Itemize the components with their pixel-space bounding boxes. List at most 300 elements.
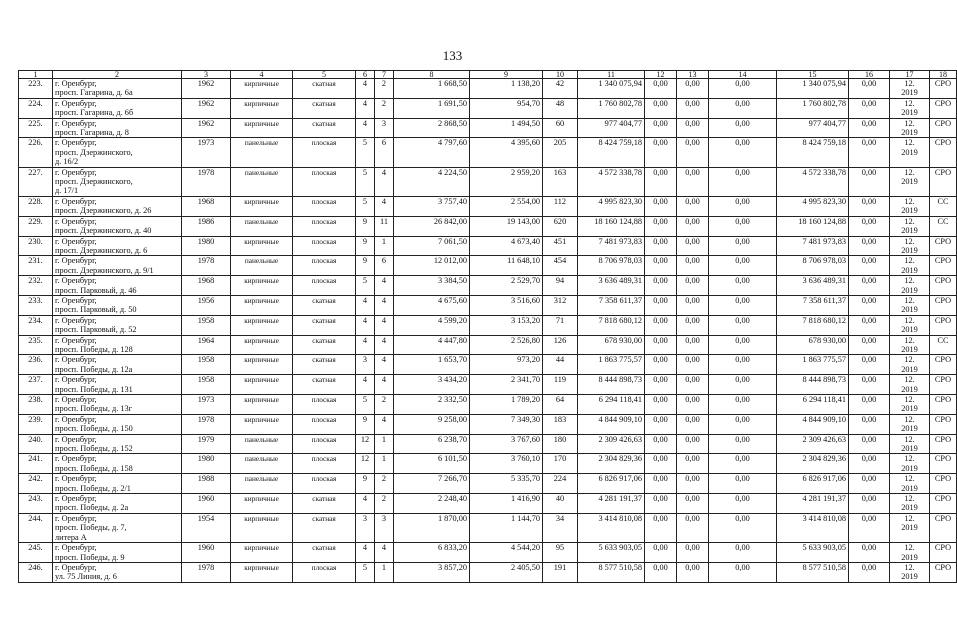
address-line: литера А (55, 532, 87, 542)
address-line: г. Оренбург, (55, 335, 97, 345)
year-built-cell: 1962 (182, 98, 231, 118)
fund-source-cell: СРО (930, 543, 957, 563)
floors-cell: 5 (356, 138, 375, 167)
entrances-cell: 1 (375, 236, 394, 256)
deadline-cell (890, 276, 930, 296)
roof-type-cell: плоская (293, 196, 356, 216)
address-line: просп. Парковый, д. 46 (55, 285, 137, 295)
total-cost-cell: 977 404,77 (578, 118, 645, 138)
address-line: г. Оренбург, (55, 256, 97, 266)
address-cell (53, 562, 182, 582)
total-cost-cell: 5 633 903,05 (578, 543, 645, 563)
roof-type-cell: плоская (293, 256, 356, 276)
col-15-cell: 6 826 917,06 (777, 474, 849, 494)
table-row (19, 216, 957, 236)
wall-material-cell: панельные (231, 216, 293, 236)
column-number: 10 (543, 71, 578, 79)
col-14-cell: 0,00 (709, 138, 777, 167)
year-built-cell: 1964 (182, 335, 231, 355)
table-row (19, 118, 957, 138)
year-built-cell: 1968 (182, 276, 231, 296)
residential-area-cell: 2 526,80 (470, 335, 543, 355)
address-line: просп. Победы, д. 2/1 (55, 483, 131, 493)
address-line: г. Оренбург, (55, 295, 97, 305)
address-cell (53, 138, 182, 167)
fund-source-cell: СРО (930, 295, 957, 315)
total-cost-cell: 1 863 775,57 (578, 355, 645, 375)
residents-cell: 163 (543, 167, 578, 196)
roof-type-cell: плоская (293, 138, 356, 167)
deadline-line: 2019 (901, 128, 918, 138)
address-cell (53, 375, 182, 395)
deadline-cell (890, 167, 930, 196)
entrances-cell: 4 (375, 543, 394, 563)
deadline-line: 12. (904, 375, 915, 385)
floors-cell: 5 (356, 395, 375, 415)
col-13-cell: 0,00 (677, 236, 709, 256)
residential-area-cell: 2 405,50 (470, 562, 543, 582)
residents-cell: 42 (543, 79, 578, 99)
residents-cell: 119 (543, 375, 578, 395)
row-number-cell: 236. (19, 355, 53, 375)
total-area-cell: 3 434,20 (394, 375, 470, 395)
col-13-cell: 0,00 (677, 79, 709, 99)
col-14-cell: 0,00 (709, 494, 777, 514)
col-15-cell: 4 844 909,10 (777, 414, 849, 434)
entrances-cell: 4 (375, 315, 394, 335)
col-13-cell: 0,00 (677, 196, 709, 216)
col-15-cell: 8 706 978,03 (777, 256, 849, 276)
total-cost-cell: 8 706 978,03 (578, 256, 645, 276)
year-built-cell: 1978 (182, 414, 231, 434)
entrances-cell: 11 (375, 216, 394, 236)
total-area-cell: 1 691,50 (394, 98, 470, 118)
entrances-cell: 4 (375, 276, 394, 296)
fund-source-cell: СРО (930, 276, 957, 296)
floors-cell: 4 (356, 295, 375, 315)
year-built-cell: 1958 (182, 355, 231, 375)
col-14-cell: 0,00 (709, 276, 777, 296)
year-built-cell: 1980 (182, 236, 231, 256)
col-14-cell: 0,00 (709, 315, 777, 335)
col-15-cell: 6 294 118,41 (777, 395, 849, 415)
total-area-cell: 3 857,20 (394, 562, 470, 582)
col-12-cell: 0,00 (645, 335, 677, 355)
deadline-line: 12. (904, 454, 915, 464)
fund-source-cell: СРО (930, 513, 957, 542)
col-16-cell: 0,00 (849, 98, 890, 118)
fund-source-cell: СРО (930, 118, 957, 138)
address-cell (53, 434, 182, 454)
fund-source-cell: СРО (930, 355, 957, 375)
roof-type-cell: скатная (293, 118, 356, 138)
year-built-cell: 1962 (182, 118, 231, 138)
wall-material-cell: кирпичные (231, 236, 293, 256)
roof-type-cell: плоская (293, 562, 356, 582)
residents-cell: 94 (543, 276, 578, 296)
deadline-line: 12. (904, 79, 915, 88)
col-15-cell: 8 444 898,73 (777, 375, 849, 395)
deadline-line: 2019 (901, 404, 918, 414)
wall-material-cell: кирпичные (231, 276, 293, 296)
address-cell (53, 454, 182, 474)
col-12-cell: 0,00 (645, 295, 677, 315)
address-cell (53, 355, 182, 375)
fund-source-cell: СРО (930, 395, 957, 415)
deadline-line: 2019 (901, 503, 918, 513)
deadline-line: 2019 (901, 424, 918, 434)
table-row (19, 494, 957, 514)
address-cell (53, 315, 182, 335)
fund-source-cell: СС (930, 216, 957, 236)
table-row (19, 414, 957, 434)
residents-cell: 224 (543, 474, 578, 494)
wall-material-cell: панельные (231, 454, 293, 474)
total-area-cell: 9 258,00 (394, 414, 470, 434)
total-area-cell: 2 332,50 (394, 395, 470, 415)
total-area-cell: 2 248,40 (394, 494, 470, 514)
col-12-cell: 0,00 (645, 395, 677, 415)
entrances-cell: 4 (375, 335, 394, 355)
address-line: просп. Парковый, д. 52 (55, 325, 137, 335)
column-number: 8 (394, 71, 470, 79)
fund-source-cell: СРО (930, 138, 957, 167)
column-number-row (19, 71, 957, 79)
col-16-cell: 0,00 (849, 562, 890, 582)
row-number-cell: 241. (19, 454, 53, 474)
floors-cell: 5 (356, 562, 375, 582)
column-number: 17 (890, 71, 930, 79)
floors-cell: 9 (356, 474, 375, 494)
residents-cell: 180 (543, 434, 578, 454)
residential-area-cell: 2 554,00 (470, 196, 543, 216)
row-number-cell: 245. (19, 543, 53, 563)
row-number-cell: 242. (19, 474, 53, 494)
deadline-line: 2019 (901, 226, 918, 236)
deadline-line: 12. (904, 196, 915, 206)
address-line: г. Оренбург, (55, 167, 97, 177)
address-line: просп. Гагарина, д. 6а (55, 88, 133, 98)
wall-material-cell: кирпичные (231, 543, 293, 563)
row-number-cell: 224. (19, 98, 53, 118)
address-line: г. Оренбург, (55, 118, 97, 128)
total-area-cell: 7 061,50 (394, 236, 470, 256)
row-number-cell: 223. (19, 79, 53, 99)
col-16-cell: 0,00 (849, 236, 890, 256)
floors-cell: 4 (356, 543, 375, 563)
col-15-cell: 3 414 810,08 (777, 513, 849, 542)
wall-material-cell: кирпичные (231, 98, 293, 118)
address-line: г. Оренбург, (55, 414, 97, 424)
table-row (19, 196, 957, 216)
deadline-line: 12. (904, 434, 915, 444)
floors-cell: 9 (356, 216, 375, 236)
table-body (19, 79, 957, 583)
residents-cell: 170 (543, 454, 578, 474)
fund-source-cell: СРО (930, 454, 957, 474)
total-cost-cell: 3 636 489,31 (578, 276, 645, 296)
address-line: г. Оренбург, (55, 375, 97, 385)
address-cell (53, 474, 182, 494)
col-12-cell: 0,00 (645, 434, 677, 454)
total-area-cell: 6 238,70 (394, 434, 470, 454)
table-row (19, 355, 957, 375)
residents-cell: 40 (543, 494, 578, 514)
col-15-cell: 7 358 611,37 (777, 295, 849, 315)
wall-material-cell: панельные (231, 434, 293, 454)
row-number-cell: 226. (19, 138, 53, 167)
deadline-cell (890, 434, 930, 454)
residents-cell: 44 (543, 355, 578, 375)
col-16-cell: 0,00 (849, 196, 890, 216)
address-cell (53, 79, 182, 99)
deadline-line: 12. (904, 118, 915, 128)
residents-cell: 454 (543, 256, 578, 276)
col-12-cell: 0,00 (645, 79, 677, 99)
total-cost-cell: 8 444 898,73 (578, 375, 645, 395)
table-row (19, 276, 957, 296)
table-row (19, 375, 957, 395)
deadline-cell (890, 256, 930, 276)
col-12-cell: 0,00 (645, 543, 677, 563)
year-built-cell: 1968 (182, 196, 231, 216)
table-row (19, 335, 957, 355)
column-number: 13 (677, 71, 709, 79)
address-line: г. Оренбург, (55, 543, 97, 553)
address-line: г. Оренбург, (55, 79, 97, 88)
address-line: г. Оренбург, (55, 196, 97, 206)
residents-cell: 126 (543, 335, 578, 355)
deadline-cell (890, 454, 930, 474)
column-number: 16 (849, 71, 890, 79)
entrances-cell: 4 (375, 167, 394, 196)
col-16-cell: 0,00 (849, 513, 890, 542)
fund-source-cell: СРО (930, 315, 957, 335)
total-area-cell: 12 012,00 (394, 256, 470, 276)
deadline-line: 2019 (901, 206, 918, 216)
col-16-cell: 0,00 (849, 355, 890, 375)
deadline-line: 12. (904, 256, 915, 266)
column-number: 3 (182, 71, 231, 79)
year-built-cell: 1973 (182, 138, 231, 167)
deadline-line: 12. (904, 395, 915, 404)
entrances-cell: 3 (375, 118, 394, 138)
deadline-line: 2019 (901, 444, 918, 454)
deadline-line: 12. (904, 98, 915, 108)
table-row (19, 236, 957, 256)
entrances-cell: 1 (375, 434, 394, 454)
column-number: 11 (578, 71, 645, 79)
col-12-cell: 0,00 (645, 355, 677, 375)
address-line: просп. Гагарина, д. 8 (55, 128, 129, 138)
table-row (19, 138, 957, 167)
wall-material-cell: кирпичные (231, 494, 293, 514)
wall-material-cell: кирпичные (231, 118, 293, 138)
residential-area-cell: 973,20 (470, 355, 543, 375)
total-area-cell: 2 868,50 (394, 118, 470, 138)
deadline-cell (890, 395, 930, 415)
entrances-cell: 4 (375, 355, 394, 375)
address-line: просп. Дзержинского, д. 9/1 (55, 265, 154, 275)
fund-source-cell: СРО (930, 562, 957, 582)
residential-area-cell: 3 760,10 (470, 454, 543, 474)
wall-material-cell: кирпичные (231, 355, 293, 375)
row-number-cell: 228. (19, 196, 53, 216)
residents-cell: 71 (543, 315, 578, 335)
total-area-cell: 6 833,20 (394, 543, 470, 563)
col-13-cell: 0,00 (677, 167, 709, 196)
col-16-cell: 0,00 (849, 335, 890, 355)
col-12-cell: 0,00 (645, 454, 677, 474)
deadline-cell (890, 315, 930, 335)
residents-cell: 620 (543, 216, 578, 236)
address-line: г. Оренбург, (55, 434, 97, 444)
residents-cell: 312 (543, 295, 578, 315)
deadline-line: 2019 (901, 384, 918, 394)
entrances-cell: 2 (375, 79, 394, 99)
roof-type-cell: скатная (293, 494, 356, 514)
deadline-cell (890, 79, 930, 99)
col-13-cell: 0,00 (677, 454, 709, 474)
col-14-cell: 0,00 (709, 474, 777, 494)
table-row (19, 395, 957, 415)
year-built-cell: 1962 (182, 79, 231, 99)
total-area-cell: 1 653,70 (394, 355, 470, 375)
residential-area-cell: 11 648,10 (470, 256, 543, 276)
address-cell (53, 118, 182, 138)
row-number-cell: 237. (19, 375, 53, 395)
col-14-cell: 0,00 (709, 414, 777, 434)
roof-type-cell: скатная (293, 513, 356, 542)
total-cost-cell: 7 481 973,83 (578, 236, 645, 256)
year-built-cell: 1988 (182, 474, 231, 494)
address-line: просп. Гагарина, д. 6б (55, 108, 134, 118)
entrances-cell: 6 (375, 138, 394, 167)
address-line: ул. 75 Линия, д. 6 (55, 572, 117, 582)
floors-cell: 4 (356, 375, 375, 395)
residential-area-cell: 1 138,20 (470, 79, 543, 99)
address-line: просп. Дзержинского, (55, 147, 133, 157)
column-number: 1 (19, 71, 53, 79)
col-15-cell: 1 760 802,78 (777, 98, 849, 118)
col-14-cell: 0,00 (709, 79, 777, 99)
roof-type-cell: плоская (293, 434, 356, 454)
col-15-cell: 7 481 973,83 (777, 236, 849, 256)
entrances-cell: 2 (375, 395, 394, 415)
address-line: просп. Дзержинского, д. 6 (55, 245, 148, 255)
residential-area-cell: 954,70 (470, 98, 543, 118)
col-14-cell: 0,00 (709, 236, 777, 256)
col-15-cell: 4 281 191,37 (777, 494, 849, 514)
address-line: просп. Победы, д. 131 (55, 384, 133, 394)
residential-area-cell: 1 416,90 (470, 494, 543, 514)
floors-cell: 5 (356, 167, 375, 196)
wall-material-cell: панельные (231, 474, 293, 494)
column-number: 4 (231, 71, 293, 79)
total-cost-cell: 18 160 124,88 (578, 216, 645, 236)
roof-type-cell: плоская (293, 474, 356, 494)
address-line: г. Оренбург, (55, 395, 97, 404)
entrances-cell: 2 (375, 98, 394, 118)
floors-cell: 5 (356, 196, 375, 216)
col-13-cell: 0,00 (677, 216, 709, 236)
col-15-cell: 8 424 759,18 (777, 138, 849, 167)
col-14-cell: 0,00 (709, 434, 777, 454)
column-number: 9 (470, 71, 543, 79)
address-line: просп. Победы, д. 158 (55, 463, 133, 473)
address-line: просп. Дзержинского, д. 26 (55, 206, 152, 216)
column-number: 5 (293, 71, 356, 79)
residential-area-cell: 3 516,60 (470, 295, 543, 315)
residential-area-cell: 3 153,20 (470, 315, 543, 335)
residential-area-cell: 2 529,70 (470, 276, 543, 296)
col-12-cell: 0,00 (645, 276, 677, 296)
entrances-cell: 6 (375, 256, 394, 276)
col-12-cell: 0,00 (645, 315, 677, 335)
residential-area-cell: 1 789,20 (470, 395, 543, 415)
total-area-cell: 4 447,80 (394, 335, 470, 355)
year-built-cell: 1978 (182, 167, 231, 196)
residential-area-cell: 7 349,30 (470, 414, 543, 434)
col-14-cell: 0,00 (709, 335, 777, 355)
row-number-cell: 240. (19, 434, 53, 454)
residential-area-cell: 4 673,40 (470, 236, 543, 256)
col-16-cell: 0,00 (849, 375, 890, 395)
year-built-cell: 1978 (182, 562, 231, 582)
total-cost-cell: 6 294 118,41 (578, 395, 645, 415)
col-14-cell: 0,00 (709, 256, 777, 276)
col-12-cell: 0,00 (645, 138, 677, 167)
col-15-cell: 18 160 124,88 (777, 216, 849, 236)
address-line: г. Оренбург, (55, 236, 97, 246)
year-built-cell: 1956 (182, 295, 231, 315)
address-line: г. Оренбург, (55, 454, 97, 464)
table-row (19, 98, 957, 118)
table-row (19, 454, 957, 474)
address-cell (53, 414, 182, 434)
residents-cell: 48 (543, 98, 578, 118)
address-cell (53, 216, 182, 236)
total-area-cell: 1 870,00 (394, 513, 470, 542)
address-cell (53, 256, 182, 276)
fund-source-cell: СРО (930, 256, 957, 276)
address-line: г. Оренбург, (55, 98, 97, 108)
deadline-cell (890, 216, 930, 236)
address-cell (53, 167, 182, 196)
roof-type-cell: скатная (293, 375, 356, 395)
address-line: просп. Победы, д. 150 (55, 424, 133, 434)
col-15-cell: 2 309 426,63 (777, 434, 849, 454)
residents-cell: 205 (543, 138, 578, 167)
address-line: просп. Победы, д. 9 (55, 552, 125, 562)
residents-cell: 60 (543, 118, 578, 138)
address-line: просп. Победы, д. 7, (55, 523, 127, 533)
floors-cell: 4 (356, 335, 375, 355)
address-line: г. Оренбург, (55, 562, 97, 572)
deadline-cell (890, 196, 930, 216)
col-13-cell: 0,00 (677, 98, 709, 118)
total-cost-cell: 4 572 338,78 (578, 167, 645, 196)
address-line: г. Оренбург, (55, 513, 97, 523)
col-13-cell: 0,00 (677, 138, 709, 167)
residents-cell: 112 (543, 196, 578, 216)
deadline-line: 2019 (901, 285, 918, 295)
wall-material-cell: кирпичные (231, 375, 293, 395)
col-15-cell: 678 930,00 (777, 335, 849, 355)
residential-area-cell: 3 767,60 (470, 434, 543, 454)
deadline-cell (890, 375, 930, 395)
residential-area-cell: 4 544,20 (470, 543, 543, 563)
